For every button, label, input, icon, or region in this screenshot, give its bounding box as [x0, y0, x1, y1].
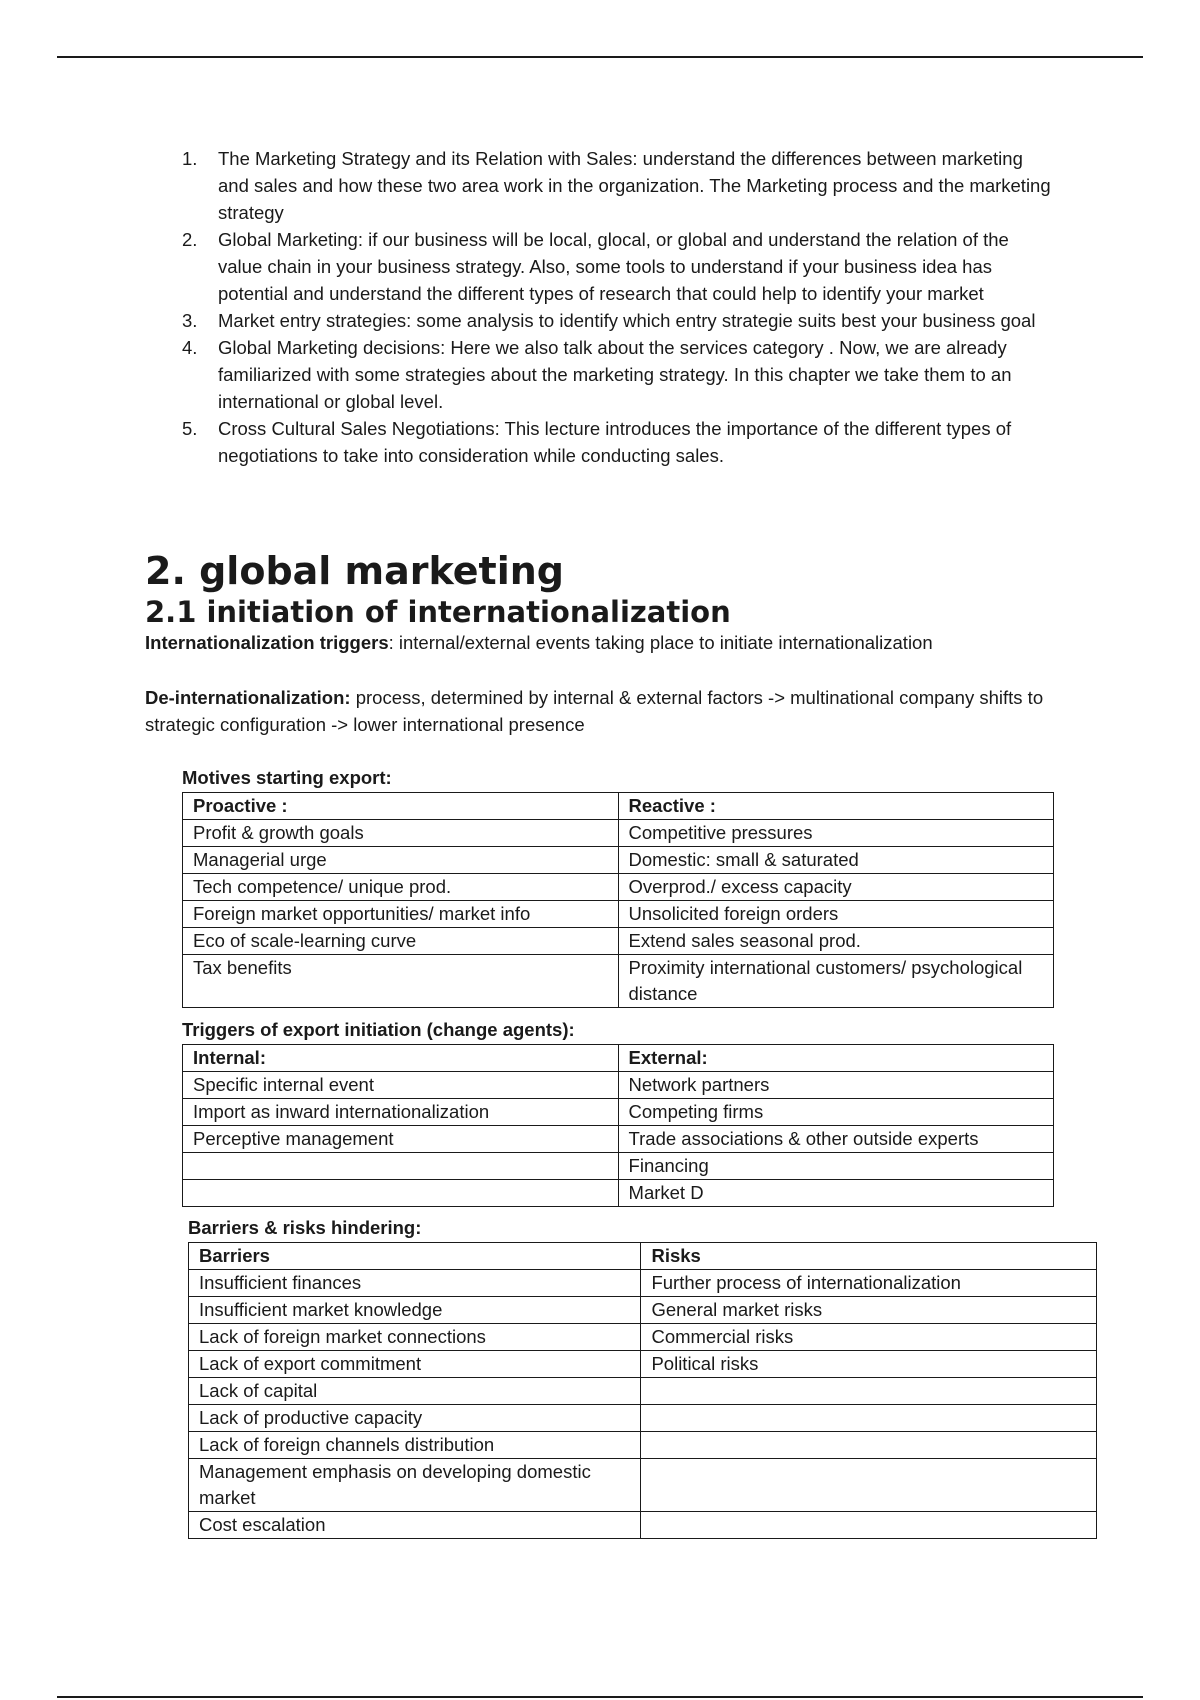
table-cell	[641, 1459, 1097, 1512]
table-header-row	[183, 1045, 1054, 1072]
table-cell	[641, 1378, 1097, 1405]
table-cell: Market D	[618, 1180, 1053, 1207]
list-item	[182, 307, 1052, 334]
table-cell	[183, 1180, 619, 1207]
table-row	[183, 820, 1054, 847]
triggers-label: Triggers of export initiation (change agents):	[182, 1019, 575, 1040]
table-cell: Competing firms	[618, 1099, 1053, 1126]
table-cell	[641, 1432, 1097, 1459]
list-number: 2.	[182, 229, 198, 250]
term: De-internationalization:	[145, 687, 351, 708]
table-row	[189, 1405, 1097, 1432]
table-row	[183, 874, 1054, 901]
list-item	[182, 145, 1052, 226]
table-row	[189, 1324, 1097, 1351]
table-header-row	[183, 793, 1054, 820]
barriers-table	[188, 1242, 1097, 1539]
table-cell: Specific internal event	[183, 1072, 619, 1099]
chapter-list	[182, 145, 1052, 469]
column-header: Risks	[641, 1243, 1097, 1270]
header-rule	[57, 56, 1143, 58]
footer-rule	[57, 1696, 1143, 1698]
table-cell: Overprod./ excess capacity	[618, 874, 1054, 901]
column-header: Internal:	[183, 1045, 619, 1072]
list-text: Global Marketing decisions: Here we also talk about the services category . Now, we are already familiarized with some strategies about the marketing strategy. In this chapter we take them to an international or global level.	[218, 337, 1012, 412]
table-cell	[641, 1405, 1097, 1432]
table-cell: Lack of foreign market connections	[189, 1324, 641, 1351]
table-row	[183, 847, 1054, 874]
list-text: Market entry strategies: some analysis to identify which entry strategie suits best your business goal	[218, 310, 1036, 331]
list-number: 5.	[182, 418, 198, 439]
table-row	[189, 1459, 1097, 1512]
column-header: External:	[618, 1045, 1053, 1072]
table-row	[189, 1512, 1097, 1539]
table-cell: Competitive pressures	[618, 820, 1054, 847]
table-row	[183, 1153, 1054, 1180]
table-cell: Perceptive management	[183, 1126, 619, 1153]
table-cell: Tech competence/ unique prod.	[183, 874, 619, 901]
table-cell: Insufficient finances	[189, 1270, 641, 1297]
motives-table	[182, 792, 1054, 1008]
motives-label: Motives starting export:	[182, 767, 392, 788]
table-row	[183, 955, 1054, 1008]
subsection-heading: 2.1 initiation of internationalization	[145, 595, 731, 629]
list-item	[182, 226, 1052, 307]
table-row	[189, 1297, 1097, 1324]
list-item	[182, 334, 1052, 415]
list-number: 3.	[182, 310, 198, 331]
list-text: Cross Cultural Sales Negotiations: This lecture introduces the importance of the different types of negotiations to take into consideration while conducting sales.	[218, 418, 1012, 466]
table-cell: Lack of productive capacity	[189, 1405, 641, 1432]
table-cell	[183, 1153, 619, 1180]
table-cell: Further process of internationalization	[641, 1270, 1097, 1297]
table-row	[189, 1270, 1097, 1297]
column-header: Reactive :	[618, 793, 1054, 820]
table-cell: Political risks	[641, 1351, 1097, 1378]
column-header: Barriers	[189, 1243, 641, 1270]
table-cell: Extend sales seasonal prod.	[618, 928, 1054, 955]
table-cell: Network partners	[618, 1072, 1053, 1099]
table-row	[189, 1432, 1097, 1459]
table-cell: Managerial urge	[183, 847, 619, 874]
definition: : internal/external events taking place to initiate internationalization	[388, 632, 933, 653]
table-cell: Domestic: small & saturated	[618, 847, 1054, 874]
table-cell: Lack of export commitment	[189, 1351, 641, 1378]
table-row	[189, 1351, 1097, 1378]
table-cell: General market risks	[641, 1297, 1097, 1324]
table-cell: Commercial risks	[641, 1324, 1097, 1351]
list-item	[182, 415, 1052, 469]
table-cell: Import as inward internationalization	[183, 1099, 619, 1126]
table-row	[183, 901, 1054, 928]
column-header: Proactive :	[183, 793, 619, 820]
table-cell: Cost escalation	[189, 1512, 641, 1539]
table-cell	[641, 1512, 1097, 1539]
table-row	[183, 1099, 1054, 1126]
triggers-paragraph	[145, 629, 1075, 656]
table-cell: Lack of capital	[189, 1378, 641, 1405]
deinternationalization-paragraph	[145, 684, 1075, 738]
term: Internationalization triggers	[145, 632, 389, 653]
table-row	[183, 1072, 1054, 1099]
table-header-row	[189, 1243, 1097, 1270]
table-row	[183, 1126, 1054, 1153]
table-cell: Management emphasis on developing domestic market	[189, 1459, 641, 1512]
table-cell: Profit & growth goals	[183, 820, 619, 847]
barriers-label: Barriers & risks hindering:	[188, 1217, 422, 1238]
list-number: 1.	[182, 148, 198, 169]
list-number: 4.	[182, 337, 198, 358]
triggers-table	[182, 1044, 1054, 1207]
table-row	[183, 928, 1054, 955]
table-row	[183, 1180, 1054, 1207]
table-cell: Tax benefits	[183, 955, 619, 1008]
table-cell: Lack of foreign channels distribution	[189, 1432, 641, 1459]
table-cell: Financing	[618, 1153, 1053, 1180]
table-cell: Insufficient market knowledge	[189, 1297, 641, 1324]
table-row	[189, 1378, 1097, 1405]
list-text: Global Marketing: if our business will be local, glocal, or global and understand the relation of the value chain in your business strategy. Also, some tools to understand if your business idea has potential and understand the different types of research that could help to identify your market	[218, 229, 1009, 304]
table-cell: Unsolicited foreign orders	[618, 901, 1054, 928]
definition: process, determined by internal & external factors -> multinational company shifts to strategic configuration -> lower international presence	[145, 687, 1044, 735]
table-cell: Eco of scale-learning curve	[183, 928, 619, 955]
table-cell: Proximity international customers/ psychological distance	[618, 955, 1054, 1008]
section-heading: 2. global marketing	[145, 549, 564, 593]
table-cell: Foreign market opportunities/ market info	[183, 901, 619, 928]
list-text: The Marketing Strategy and its Relation with Sales: understand the differences between marketing and sales and how these two area work in the organization. The Marketing process and the marketing strategy	[218, 148, 1051, 223]
table-cell: Trade associations & other outside experts	[618, 1126, 1053, 1153]
